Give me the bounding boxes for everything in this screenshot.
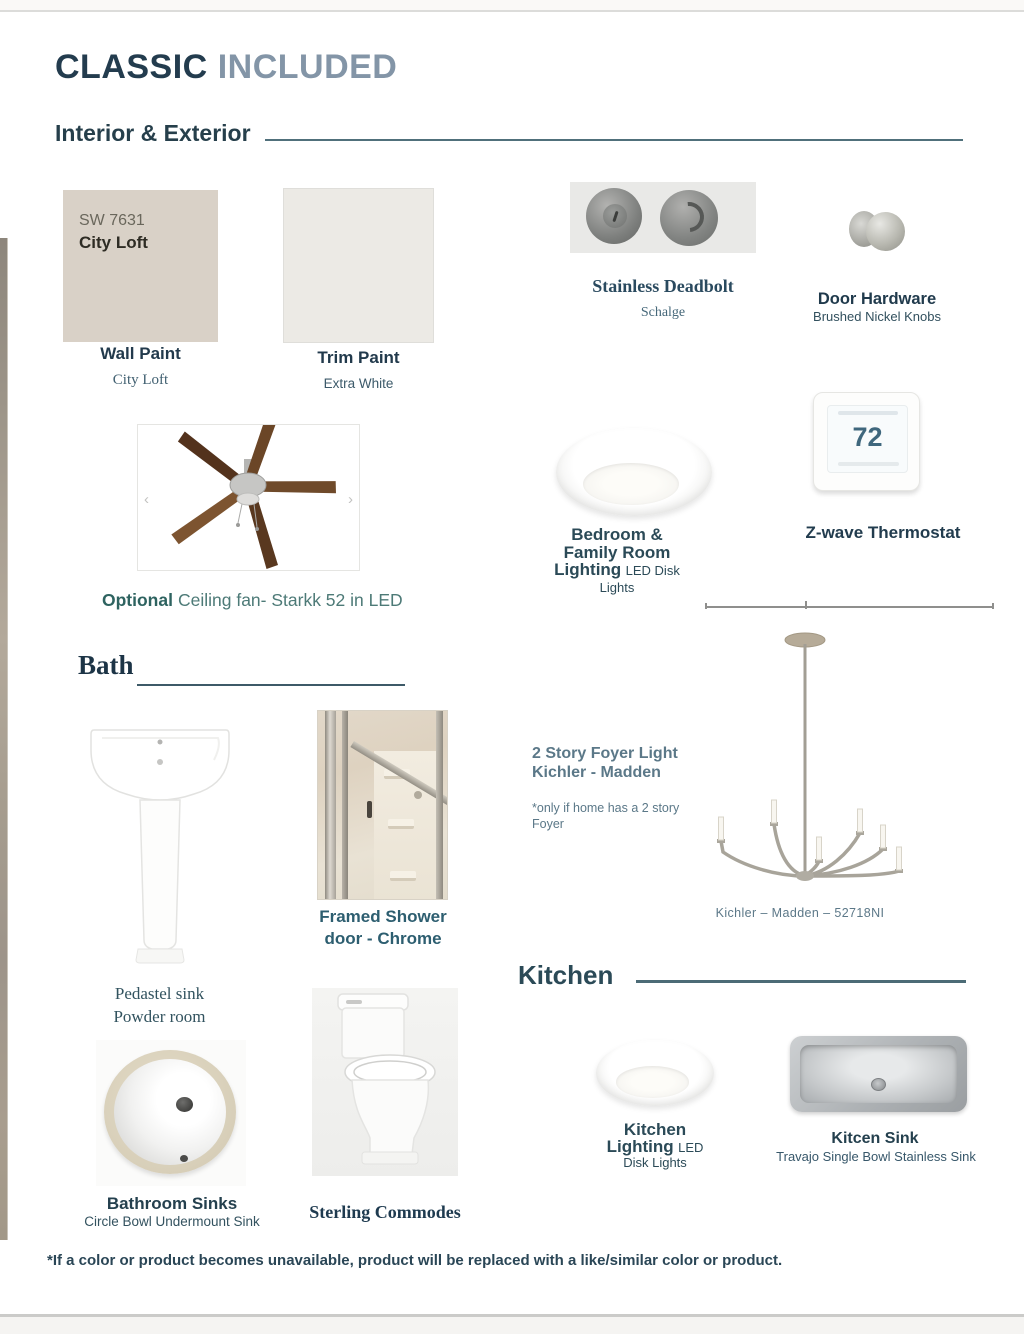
pedestal-sink-caption [77,982,242,1028]
kitchen-lighting-subtitle: LED Disk Lights [623,1139,704,1170]
page-title [55,48,397,87]
commodes-title: Sterling Commodes [309,1202,461,1222]
pedestal-sink-line2: Powder room [113,1007,206,1026]
bathroom-sinks-title: Bathroom Sinks [106,1194,238,1213]
chandelier-model-caption: Kichler – Madden – 52718NI [715,906,885,920]
ceiling-fan-photo [137,424,360,571]
kitchen-sink-bowl [800,1045,957,1103]
trim-paint-title: Trim Paint [317,348,400,367]
chandelier-photo [688,614,923,911]
dimension-line [705,606,994,608]
foyer-light-line1: 2 Story Foyer Light [532,745,678,762]
section-rule-interior-exterior [265,139,963,141]
top-margin-band [0,0,1024,10]
shower-handle-icon [367,801,372,818]
bedroom-lighting-title: Bedroom & Family Room Lighting [554,525,671,579]
page-title-primary: CLASSIC [55,48,208,86]
shower-door-line1: Framed Shower [319,907,447,926]
knob-ball-icon [866,212,905,251]
led-disk-light-photo-bedroom [556,428,712,516]
bathroom-sink-bowl [114,1059,226,1165]
wall-paint-name: City Loft [79,233,148,252]
dimension-line-center-tick [805,601,807,609]
kitchen-sink-drain-icon [871,1078,886,1091]
deadbolt-keyed-side-icon [586,188,642,244]
bathroom-sinks-subtitle: Circle Bowl Undermount Sink [84,1214,260,1229]
trim-paint-subtitle: Extra White [323,376,394,391]
ceiling-fan-caption-rest: Ceiling fan- Starkk 52 in LED [177,590,403,610]
carousel-next-icon: › [348,491,353,508]
trim-paint-swatch [283,188,434,343]
top-border-line [0,10,1024,12]
thermostat-photo [813,392,920,491]
dimension-line-right-tick [992,603,994,609]
commode-photo [312,988,458,1176]
shower-frame-right [436,711,443,900]
shower-shelf-icon [388,819,414,829]
wall-paint-swatch [63,190,218,342]
thermostat-title: Z-wave Thermostat [805,523,961,542]
ceiling-fan-illustration [138,425,359,570]
dimension-line-left-tick [705,603,707,609]
pedestal-sink-photo [82,716,238,966]
left-edge-photo-sliver [0,238,8,1240]
footnote: *If a color or product becomes unavailable, product will be replaced with a like/similar color or product. [47,1252,783,1269]
bottom-margin-band [0,1317,1024,1334]
disk-light-lens [616,1066,689,1098]
led-disk-light-photo-kitchen [596,1040,714,1106]
bathroom-sink-rim [104,1050,236,1174]
bedroom-lighting-subtitle: LED Disk Lights [599,563,680,595]
pedestal-sink-line1: Pedastel sink [114,984,205,1003]
page-title-secondary: INCLUDED [217,48,398,86]
shower-door-edge [342,711,348,900]
shower-door-photo [317,710,448,900]
wall-paint-code: SW 7631 [79,212,145,229]
kitchen-sink-subtitle: Travajo Single Bowl Stainless Sink [776,1149,976,1164]
section-rule-bath [137,684,405,686]
section-rule-kitchen [636,980,966,983]
foyer-light-note: *only if home has a 2 story Foyer [532,801,680,831]
kitchen-sink-title: Kitcen Sink [831,1130,919,1147]
deadbolt-title: Stainless Deadbolt [592,276,734,296]
kitchen-lighting-title: Kitchen Lighting [606,1120,687,1156]
bathroom-sink-overflow-icon [180,1155,188,1162]
kitchen-sink-photo [790,1036,967,1112]
disk-light-lens [583,463,680,505]
deadbolt-thumbturn-side-icon [660,190,718,246]
section-bath: Bath [78,650,134,680]
kitchen-lighting-caption [599,1122,711,1171]
deadbolt-photo [570,182,756,253]
section-kitchen: Kitchen [518,960,614,990]
shower-valve-icon [414,791,422,799]
bathroom-sink-drain-icon [176,1097,193,1112]
bathroom-sink-photo [96,1040,246,1186]
wall-paint-title: Wall Paint [100,344,181,363]
ceiling-fan-caption-bold: Optional [102,590,173,610]
door-hardware-subtitle: Brushed Nickel Knobs [813,309,941,324]
wall-paint-subtitle: City Loft [112,372,169,388]
section-interior-exterior: Interior & Exterior [55,120,251,146]
thermostat-screen [827,405,908,473]
ceiling-fan-caption [102,590,403,611]
shower-shelf-icon [390,871,416,881]
carousel-prev-icon: ‹ [144,491,149,508]
thermostat-temperature: 72 [852,422,883,452]
foyer-light-line2: Kichler - Madden [532,764,661,781]
deadbolt-subtitle: Schalge [640,305,686,320]
door-knob-photo [843,203,911,259]
door-hardware-title: Door Hardware [817,290,937,308]
shower-door-line2: door - Chrome [324,929,442,948]
shower-frame-left [325,711,336,900]
bedroom-lighting-caption [546,527,688,596]
shower-door-caption [312,906,454,950]
